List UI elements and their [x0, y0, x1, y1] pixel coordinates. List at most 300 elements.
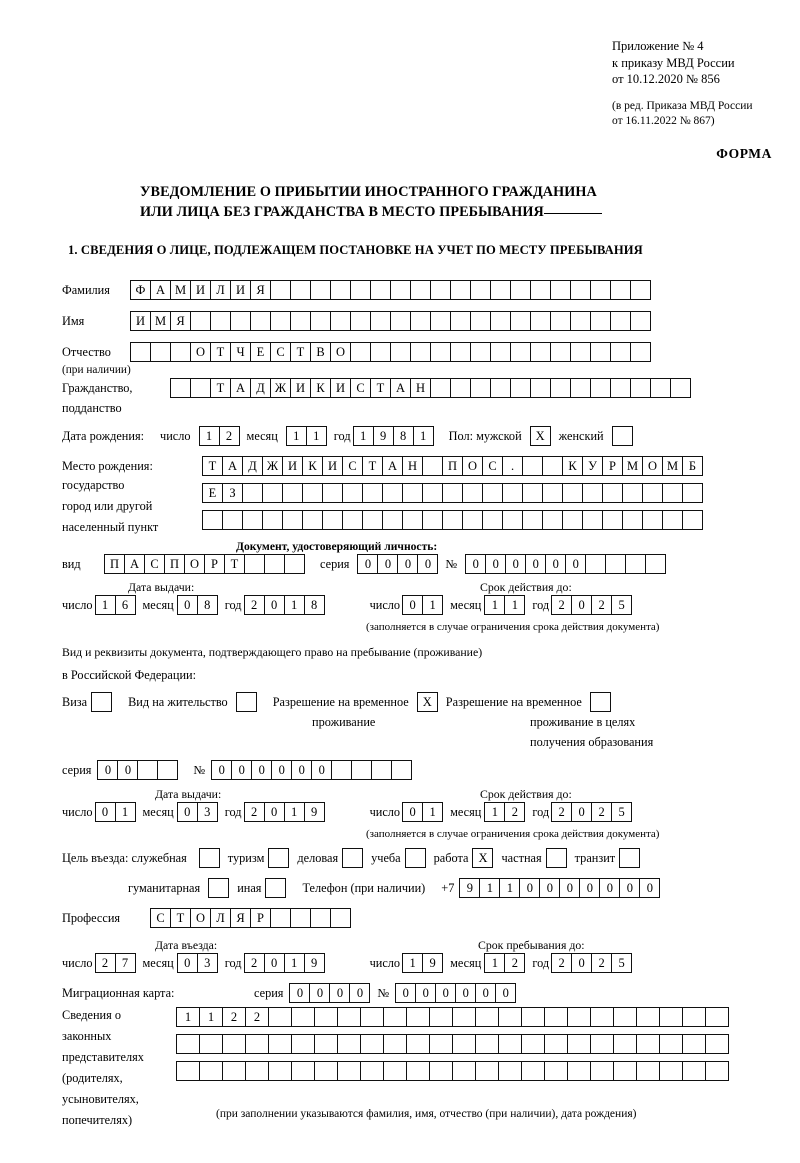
char-cell[interactable]	[284, 554, 305, 574]
char-cell[interactable]	[360, 1034, 384, 1054]
char-cell[interactable]: М	[622, 456, 643, 476]
char-cell[interactable]	[302, 510, 323, 530]
char-cell[interactable]	[268, 1007, 292, 1027]
char-cell[interactable]: Л	[210, 280, 231, 300]
char-cell[interactable]	[498, 1007, 522, 1027]
char-cell[interactable]: 1	[199, 426, 220, 446]
char-cell[interactable]	[350, 311, 371, 331]
char-cell[interactable]: 0	[177, 595, 198, 615]
char-cell[interactable]	[245, 1034, 269, 1054]
char-cell[interactable]	[360, 1061, 384, 1081]
char-cell[interactable]: 2	[244, 953, 265, 973]
char-cell[interactable]: 1	[284, 595, 305, 615]
char-cell[interactable]: С	[342, 456, 363, 476]
char-cell[interactable]	[190, 311, 211, 331]
char-cell[interactable]: 0	[599, 878, 620, 898]
char-cell[interactable]	[150, 342, 171, 362]
char-cell[interactable]: 1	[422, 802, 443, 822]
char-cell[interactable]	[429, 1007, 453, 1027]
char-cell[interactable]	[590, 280, 611, 300]
char-cell[interactable]	[270, 280, 291, 300]
char-cell[interactable]: 0	[519, 878, 540, 898]
purpose-official-checkbox[interactable]	[199, 848, 220, 868]
char-cell[interactable]: 0	[397, 554, 418, 574]
char-cell[interactable]	[705, 1061, 729, 1081]
char-cell[interactable]	[291, 1007, 315, 1027]
char-cell[interactable]: С	[144, 554, 165, 574]
char-cell[interactable]: Т	[202, 456, 223, 476]
char-cell[interactable]	[337, 1034, 361, 1054]
stay-month-input[interactable]	[484, 953, 524, 973]
purpose-private-checkbox[interactable]	[546, 848, 567, 868]
char-cell[interactable]: 2	[244, 595, 265, 615]
char-cell[interactable]: 0	[571, 802, 592, 822]
char-cell[interactable]	[410, 280, 431, 300]
char-cell[interactable]: .	[502, 456, 523, 476]
birth-place-line-3-input[interactable]	[202, 510, 702, 530]
char-cell[interactable]	[429, 1061, 453, 1081]
char-cell[interactable]	[625, 554, 646, 574]
char-cell[interactable]: 0	[117, 760, 138, 780]
char-cell[interactable]: П	[442, 456, 463, 476]
char-cell[interactable]: 0	[495, 983, 516, 1003]
char-cell[interactable]: М	[170, 280, 191, 300]
char-cell[interactable]: Д	[250, 378, 271, 398]
char-cell[interactable]: 1	[504, 595, 525, 615]
char-cell[interactable]: 1	[286, 426, 307, 446]
char-cell[interactable]	[452, 1034, 476, 1054]
char-cell[interactable]: 8	[393, 426, 414, 446]
char-cell[interactable]: 0	[177, 953, 198, 973]
stay-year-input[interactable]	[551, 953, 631, 973]
char-cell[interactable]	[705, 1007, 729, 1027]
char-cell[interactable]	[137, 760, 158, 780]
char-cell[interactable]	[402, 483, 423, 503]
char-cell[interactable]: Я	[230, 908, 251, 928]
char-cell[interactable]: 1	[353, 426, 374, 446]
char-cell[interactable]: 8	[197, 595, 218, 615]
char-cell[interactable]	[410, 342, 431, 362]
char-cell[interactable]	[262, 510, 283, 530]
char-cell[interactable]: Т	[362, 456, 383, 476]
char-cell[interactable]	[383, 1007, 407, 1027]
sex-male-checkbox[interactable]: X	[530, 426, 551, 446]
char-cell[interactable]: 0	[571, 953, 592, 973]
char-cell[interactable]	[422, 510, 443, 530]
issue-month-input[interactable]	[177, 595, 217, 615]
char-cell[interactable]: 9	[422, 953, 443, 973]
char-cell[interactable]	[570, 280, 591, 300]
char-cell[interactable]	[270, 908, 291, 928]
char-cell[interactable]: А	[222, 456, 243, 476]
char-cell[interactable]	[582, 510, 603, 530]
char-cell[interactable]	[430, 311, 451, 331]
char-cell[interactable]	[590, 311, 611, 331]
char-cell[interactable]	[430, 378, 451, 398]
char-cell[interactable]: 2	[245, 1007, 269, 1027]
char-cell[interactable]: Т	[370, 378, 391, 398]
char-cell[interactable]: М	[150, 311, 171, 331]
char-cell[interactable]: 2	[504, 802, 525, 822]
char-cell[interactable]	[430, 342, 451, 362]
char-cell[interactable]: 0	[415, 983, 436, 1003]
char-cell[interactable]	[350, 280, 371, 300]
char-cell[interactable]	[482, 510, 503, 530]
char-cell[interactable]	[350, 342, 371, 362]
char-cell[interactable]	[450, 280, 471, 300]
char-cell[interactable]: 0	[402, 802, 423, 822]
permit-series-input[interactable]	[97, 760, 177, 780]
char-cell[interactable]	[544, 1034, 568, 1054]
char-cell[interactable]: 0	[395, 983, 416, 1003]
char-cell[interactable]	[642, 483, 663, 503]
surname-input[interactable]	[130, 280, 650, 300]
permit-valid-day-input[interactable]	[402, 802, 442, 822]
issue-year-input[interactable]	[244, 595, 324, 615]
char-cell[interactable]	[622, 483, 643, 503]
char-cell[interactable]	[475, 1061, 499, 1081]
char-cell[interactable]: Р	[250, 908, 271, 928]
char-cell[interactable]: 0	[435, 983, 456, 1003]
char-cell[interactable]	[682, 1061, 706, 1081]
char-cell[interactable]: 9	[373, 426, 394, 446]
char-cell[interactable]	[562, 483, 583, 503]
char-cell[interactable]	[659, 1007, 683, 1027]
char-cell[interactable]	[330, 311, 351, 331]
char-cell[interactable]	[370, 342, 391, 362]
char-cell[interactable]: 0	[264, 953, 285, 973]
char-cell[interactable]: 0	[329, 983, 350, 1003]
char-cell[interactable]: 0	[291, 760, 312, 780]
doc-number-input[interactable]	[465, 554, 665, 574]
char-cell[interactable]	[383, 1034, 407, 1054]
birth-year-input[interactable]	[353, 426, 433, 446]
char-cell[interactable]: 0	[579, 878, 600, 898]
permit-number-input[interactable]	[211, 760, 411, 780]
char-cell[interactable]	[342, 483, 363, 503]
char-cell[interactable]: 0	[97, 760, 118, 780]
char-cell[interactable]	[314, 1034, 338, 1054]
char-cell[interactable]: 7	[115, 953, 136, 973]
char-cell[interactable]	[602, 483, 623, 503]
char-cell[interactable]	[682, 1007, 706, 1027]
char-cell[interactable]	[490, 311, 511, 331]
char-cell[interactable]	[475, 1034, 499, 1054]
char-cell[interactable]: 0	[311, 760, 332, 780]
char-cell[interactable]	[610, 342, 631, 362]
char-cell[interactable]: 1	[484, 953, 505, 973]
char-cell[interactable]: 2	[551, 802, 572, 822]
char-cell[interactable]	[310, 280, 331, 300]
char-cell[interactable]	[682, 510, 703, 530]
edu-residence-checkbox[interactable]	[590, 692, 611, 712]
char-cell[interactable]	[530, 378, 551, 398]
char-cell[interactable]: В	[310, 342, 331, 362]
char-cell[interactable]: К	[562, 456, 583, 476]
char-cell[interactable]	[390, 311, 411, 331]
char-cell[interactable]	[542, 483, 563, 503]
char-cell[interactable]	[521, 1007, 545, 1027]
char-cell[interactable]	[585, 554, 606, 574]
char-cell[interactable]	[567, 1007, 591, 1027]
char-cell[interactable]: И	[230, 280, 251, 300]
char-cell[interactable]: 0	[264, 595, 285, 615]
char-cell[interactable]	[242, 483, 263, 503]
permit-issue-day-input[interactable]	[95, 802, 135, 822]
char-cell[interactable]: 0	[289, 983, 310, 1003]
char-cell[interactable]	[590, 1007, 614, 1027]
char-cell[interactable]	[406, 1034, 430, 1054]
char-cell[interactable]	[705, 1034, 729, 1054]
char-cell[interactable]	[429, 1034, 453, 1054]
char-cell[interactable]: 0	[539, 878, 560, 898]
char-cell[interactable]: Т	[224, 554, 245, 574]
char-cell[interactable]	[202, 510, 223, 530]
char-cell[interactable]: А	[382, 456, 403, 476]
char-cell[interactable]	[383, 1061, 407, 1081]
char-cell[interactable]: И	[282, 456, 303, 476]
char-cell[interactable]	[462, 510, 483, 530]
char-cell[interactable]: Ч	[230, 342, 251, 362]
char-cell[interactable]	[550, 378, 571, 398]
doc-series-input[interactable]	[357, 554, 437, 574]
char-cell[interactable]	[613, 1061, 637, 1081]
char-cell[interactable]	[331, 760, 352, 780]
citizenship-input[interactable]	[170, 378, 690, 398]
char-cell[interactable]	[562, 510, 583, 530]
char-cell[interactable]: 8	[304, 595, 325, 615]
char-cell[interactable]: 1	[422, 595, 443, 615]
char-cell[interactable]	[544, 1061, 568, 1081]
char-cell[interactable]: 1	[484, 802, 505, 822]
char-cell[interactable]	[402, 510, 423, 530]
char-cell[interactable]	[530, 280, 551, 300]
issue-day-input[interactable]	[95, 595, 135, 615]
char-cell[interactable]: 2	[591, 595, 612, 615]
char-cell[interactable]: 1	[115, 802, 136, 822]
char-cell[interactable]: 1	[402, 953, 423, 973]
char-cell[interactable]: А	[390, 378, 411, 398]
char-cell[interactable]: 2	[244, 802, 265, 822]
char-cell[interactable]	[670, 378, 691, 398]
char-cell[interactable]: 0	[211, 760, 232, 780]
char-cell[interactable]	[490, 378, 511, 398]
char-cell[interactable]	[199, 1034, 223, 1054]
char-cell[interactable]	[442, 510, 463, 530]
char-cell[interactable]	[522, 483, 543, 503]
char-cell[interactable]: 0	[545, 554, 566, 574]
char-cell[interactable]	[290, 311, 311, 331]
char-cell[interactable]	[490, 342, 511, 362]
char-cell[interactable]: 0	[571, 595, 592, 615]
char-cell[interactable]: 0	[251, 760, 272, 780]
char-cell[interactable]	[510, 342, 531, 362]
char-cell[interactable]	[542, 456, 563, 476]
char-cell[interactable]	[268, 1034, 292, 1054]
char-cell[interactable]	[636, 1034, 660, 1054]
char-cell[interactable]	[362, 483, 383, 503]
char-cell[interactable]: Л	[210, 908, 231, 928]
char-cell[interactable]	[605, 554, 626, 574]
char-cell[interactable]: 2	[591, 953, 612, 973]
char-cell[interactable]	[502, 510, 523, 530]
char-cell[interactable]: Т	[290, 342, 311, 362]
purpose-transit-checkbox[interactable]	[619, 848, 640, 868]
char-cell[interactable]	[391, 760, 412, 780]
char-cell[interactable]: Ж	[270, 378, 291, 398]
char-cell[interactable]: Ф	[130, 280, 151, 300]
char-cell[interactable]: 3	[197, 802, 218, 822]
char-cell[interactable]: 5	[611, 802, 632, 822]
char-cell[interactable]	[630, 342, 651, 362]
stay-day-input[interactable]	[402, 953, 442, 973]
char-cell[interactable]: 0	[417, 554, 438, 574]
char-cell[interactable]: Е	[250, 342, 271, 362]
char-cell[interactable]: 0	[525, 554, 546, 574]
char-cell[interactable]	[510, 280, 531, 300]
char-cell[interactable]: 1	[306, 426, 327, 446]
char-cell[interactable]: 2	[222, 1007, 246, 1027]
char-cell[interactable]	[382, 483, 403, 503]
char-cell[interactable]	[630, 311, 651, 331]
char-cell[interactable]	[450, 342, 471, 362]
char-cell[interactable]	[475, 1007, 499, 1027]
char-cell[interactable]	[567, 1061, 591, 1081]
phone-input[interactable]	[459, 878, 659, 898]
char-cell[interactable]: 9	[304, 802, 325, 822]
char-cell[interactable]: Н	[402, 456, 423, 476]
char-cell[interactable]	[291, 1034, 315, 1054]
char-cell[interactable]	[190, 378, 211, 398]
purpose-business-checkbox[interactable]	[342, 848, 363, 868]
char-cell[interactable]	[542, 510, 563, 530]
char-cell[interactable]: 9	[304, 953, 325, 973]
char-cell[interactable]	[610, 378, 631, 398]
valid-day-input[interactable]	[402, 595, 442, 615]
char-cell[interactable]	[602, 510, 623, 530]
char-cell[interactable]	[302, 483, 323, 503]
char-cell[interactable]	[390, 280, 411, 300]
char-cell[interactable]	[245, 1061, 269, 1081]
char-cell[interactable]	[250, 311, 271, 331]
char-cell[interactable]	[570, 378, 591, 398]
char-cell[interactable]: 0	[264, 802, 285, 822]
char-cell[interactable]	[522, 456, 543, 476]
char-cell[interactable]: О	[330, 342, 351, 362]
char-cell[interactable]	[170, 378, 191, 398]
char-cell[interactable]	[370, 280, 391, 300]
char-cell[interactable]: О	[642, 456, 663, 476]
char-cell[interactable]: 0	[505, 554, 526, 574]
char-cell[interactable]: 0	[485, 554, 506, 574]
char-cell[interactable]	[470, 378, 491, 398]
char-cell[interactable]: 0	[559, 878, 580, 898]
char-cell[interactable]	[510, 311, 531, 331]
char-cell[interactable]	[550, 280, 571, 300]
char-cell[interactable]	[362, 510, 383, 530]
char-cell[interactable]	[521, 1061, 545, 1081]
char-cell[interactable]: С	[150, 908, 171, 928]
char-cell[interactable]	[351, 760, 372, 780]
char-cell[interactable]: Т	[170, 908, 191, 928]
temp-residence-checkbox[interactable]: X	[417, 692, 438, 712]
residence-permit-checkbox[interactable]	[236, 692, 257, 712]
char-cell[interactable]: С	[482, 456, 503, 476]
char-cell[interactable]	[382, 510, 403, 530]
char-cell[interactable]: 0	[455, 983, 476, 1003]
char-cell[interactable]	[222, 1034, 246, 1054]
char-cell[interactable]	[337, 1007, 361, 1027]
char-cell[interactable]	[470, 342, 491, 362]
char-cell[interactable]: 9	[459, 878, 480, 898]
char-cell[interactable]	[470, 280, 491, 300]
char-cell[interactable]: О	[462, 456, 483, 476]
char-cell[interactable]: И	[322, 456, 343, 476]
char-cell[interactable]	[442, 483, 463, 503]
purpose-study-checkbox[interactable]	[405, 848, 426, 868]
char-cell[interactable]: 0	[271, 760, 292, 780]
char-cell[interactable]	[590, 378, 611, 398]
char-cell[interactable]	[310, 908, 331, 928]
char-cell[interactable]: 0	[349, 983, 370, 1003]
char-cell[interactable]	[510, 378, 531, 398]
char-cell[interactable]: О	[184, 554, 205, 574]
char-cell[interactable]: О	[190, 342, 211, 362]
char-cell[interactable]	[230, 311, 251, 331]
char-cell[interactable]	[170, 342, 191, 362]
char-cell[interactable]	[630, 378, 651, 398]
char-cell[interactable]	[490, 280, 511, 300]
char-cell[interactable]	[498, 1061, 522, 1081]
char-cell[interactable]	[330, 908, 351, 928]
char-cell[interactable]	[636, 1061, 660, 1081]
char-cell[interactable]	[570, 311, 591, 331]
char-cell[interactable]: 5	[611, 595, 632, 615]
char-cell[interactable]: А	[150, 280, 171, 300]
char-cell[interactable]: Т	[210, 342, 231, 362]
permit-issue-month-input[interactable]	[177, 802, 217, 822]
char-cell[interactable]	[522, 510, 543, 530]
char-cell[interactable]	[290, 908, 311, 928]
char-cell[interactable]: И	[290, 378, 311, 398]
char-cell[interactable]	[176, 1061, 200, 1081]
char-cell[interactable]	[199, 1061, 223, 1081]
valid-year-input[interactable]	[551, 595, 631, 615]
char-cell[interactable]: 0	[357, 554, 378, 574]
char-cell[interactable]	[613, 1034, 637, 1054]
char-cell[interactable]: Ж	[262, 456, 283, 476]
char-cell[interactable]: 0	[309, 983, 330, 1003]
birth-month-input[interactable]	[286, 426, 326, 446]
char-cell[interactable]: У	[582, 456, 603, 476]
char-cell[interactable]	[502, 483, 523, 503]
char-cell[interactable]: 5	[611, 953, 632, 973]
legal-rep-line-3-input[interactable]	[176, 1061, 728, 1081]
profession-input[interactable]	[150, 908, 350, 928]
char-cell[interactable]	[322, 510, 343, 530]
char-cell[interactable]	[242, 510, 263, 530]
char-cell[interactable]	[530, 311, 551, 331]
char-cell[interactable]	[659, 1034, 683, 1054]
char-cell[interactable]: 1	[176, 1007, 200, 1027]
char-cell[interactable]	[270, 311, 291, 331]
entry-day-input[interactable]	[95, 953, 135, 973]
char-cell[interactable]	[342, 510, 363, 530]
char-cell[interactable]: 1	[484, 595, 505, 615]
char-cell[interactable]: А	[124, 554, 145, 574]
char-cell[interactable]	[450, 311, 471, 331]
char-cell[interactable]	[371, 760, 392, 780]
